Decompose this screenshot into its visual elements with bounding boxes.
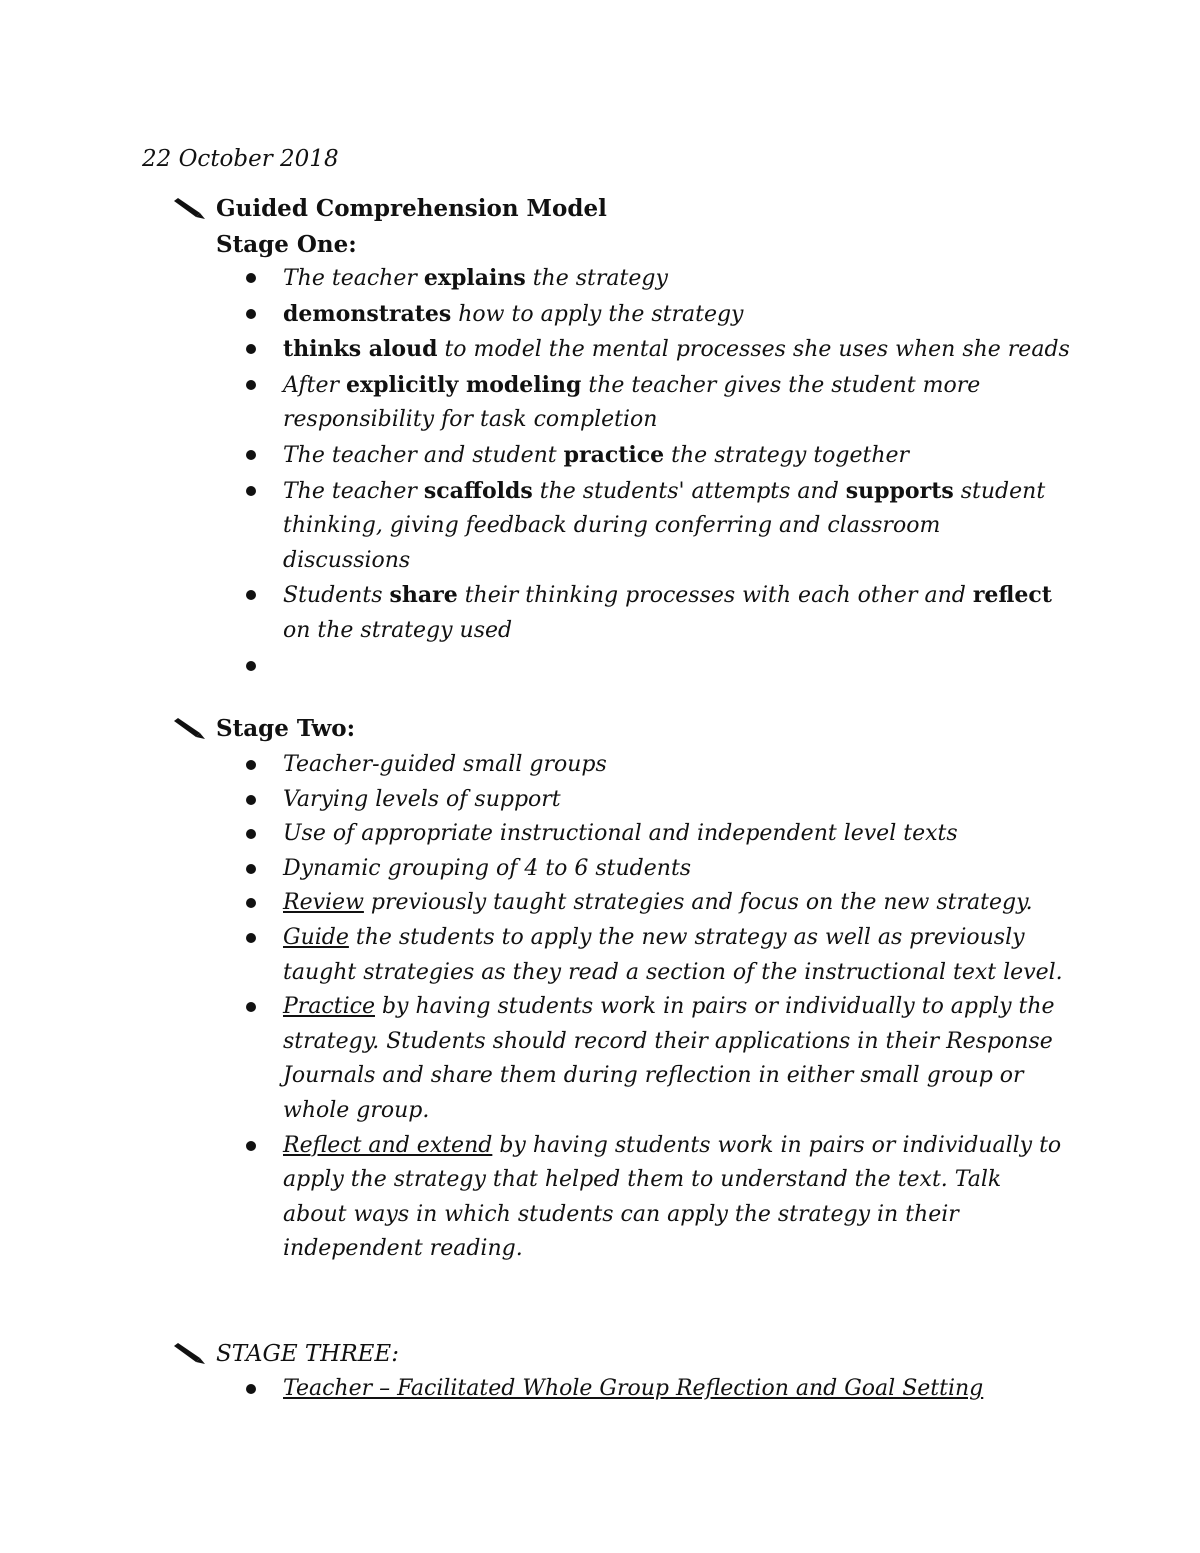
section-title: Guided Comprehension Model <box>216 195 607 222</box>
bold-term: explicitly modeling <box>346 371 582 398</box>
list-item <box>0 748 1200 783</box>
bold-term: explains <box>423 265 526 291</box>
bold-term: share <box>389 582 458 609</box>
item-text: the strategy <box>525 266 668 291</box>
pencil-icon <box>172 718 206 740</box>
list-item <box>0 852 1200 887</box>
list-item <box>0 886 1200 921</box>
item-text: Varying levels of support <box>283 786 561 812</box>
list-item <box>0 578 1200 648</box>
list-item <box>0 474 1200 579</box>
list-item <box>0 332 1200 368</box>
item-text: how to apply the strategy <box>451 301 744 327</box>
bold-term: supports <box>845 477 954 504</box>
item-text: Dynamic grouping of 4 to 6 students <box>283 855 692 881</box>
section-title: STAGE THREE: <box>216 1341 399 1367</box>
stage-three-list <box>0 1372 1200 1407</box>
stage-one-list <box>0 261 1200 683</box>
section-heading-stage-three <box>172 1337 399 1371</box>
list-item <box>0 817 1200 852</box>
list-item <box>0 368 1200 438</box>
list-item <box>0 649 1200 684</box>
stage-one-heading: Stage One: <box>216 231 357 258</box>
item-text: the students' attempts and <box>532 478 846 504</box>
list-item <box>0 261 1200 297</box>
underlined-term: Teacher – Facilitated Whole Group Reflection and Goal Setting <box>283 1376 984 1401</box>
pencil-icon <box>172 1343 206 1365</box>
list-item <box>0 783 1200 818</box>
list-item <box>0 438 1200 474</box>
section-heading-stage-two <box>172 712 355 746</box>
item-text: the teacher gives the student more responsibility for task completion <box>283 372 981 433</box>
pencil-icon <box>172 198 206 220</box>
stage-two-list <box>0 748 1200 1267</box>
item-text: The teacher <box>283 266 424 291</box>
bold-term: reflect <box>972 582 1052 609</box>
item-text: The teacher and student <box>283 442 564 468</box>
item-text: The teacher <box>283 478 424 504</box>
item-text: student thinking, giving feedback during conferring and classroom discussions <box>283 478 1046 573</box>
bold-term: thinks aloud <box>283 336 438 363</box>
list-item <box>0 1129 1200 1267</box>
item-text: After <box>283 372 347 398</box>
underlined-term: Review <box>283 890 364 916</box>
underlined-term: Reflect and extend <box>283 1132 493 1158</box>
list-item <box>0 297 1200 333</box>
item-text: to model the mental processes she uses when she reads <box>437 337 1070 363</box>
section-title: Stage Two: <box>216 715 356 742</box>
bold-term: scaffolds <box>423 477 533 504</box>
list-item <box>0 1372 1200 1407</box>
underlined-term: Guide <box>283 924 349 950</box>
item-text: on the strategy used <box>283 617 513 643</box>
item-text: the strategy together <box>664 442 910 468</box>
item-text: previously taught strategies and focus on the new strategy. <box>363 890 1033 916</box>
list-item <box>0 990 1200 1128</box>
item-text: by having students work in pairs or individually to apply the strategy that helped them to understand the text. Talk about ways in which students can apply the strategy in their independent reading. <box>283 1132 1062 1262</box>
underlined-term: Practice <box>283 994 375 1020</box>
list-item <box>0 921 1200 990</box>
item-text: Use of appropriate instructional and independent level texts <box>283 821 958 847</box>
bold-term: demonstrates <box>283 300 452 327</box>
bold-term: practice <box>563 441 665 468</box>
item-text: the students to apply the new strategy as well as previously taught strategies as they read a section of the instructional text level. <box>283 924 1063 985</box>
item-text: Teacher-guided small groups <box>283 752 607 777</box>
document-date: 22 October 2018 <box>142 146 339 172</box>
item-text: by having students work in pairs or individually to apply the strategy. Students should record their applications in their Response Journals and share them during reflection in either small group or whole group. <box>283 994 1055 1123</box>
section-heading-guided-comprehension <box>172 192 607 226</box>
item-text: Students <box>283 583 390 609</box>
item-text: their thinking processes with each other and <box>457 583 973 609</box>
